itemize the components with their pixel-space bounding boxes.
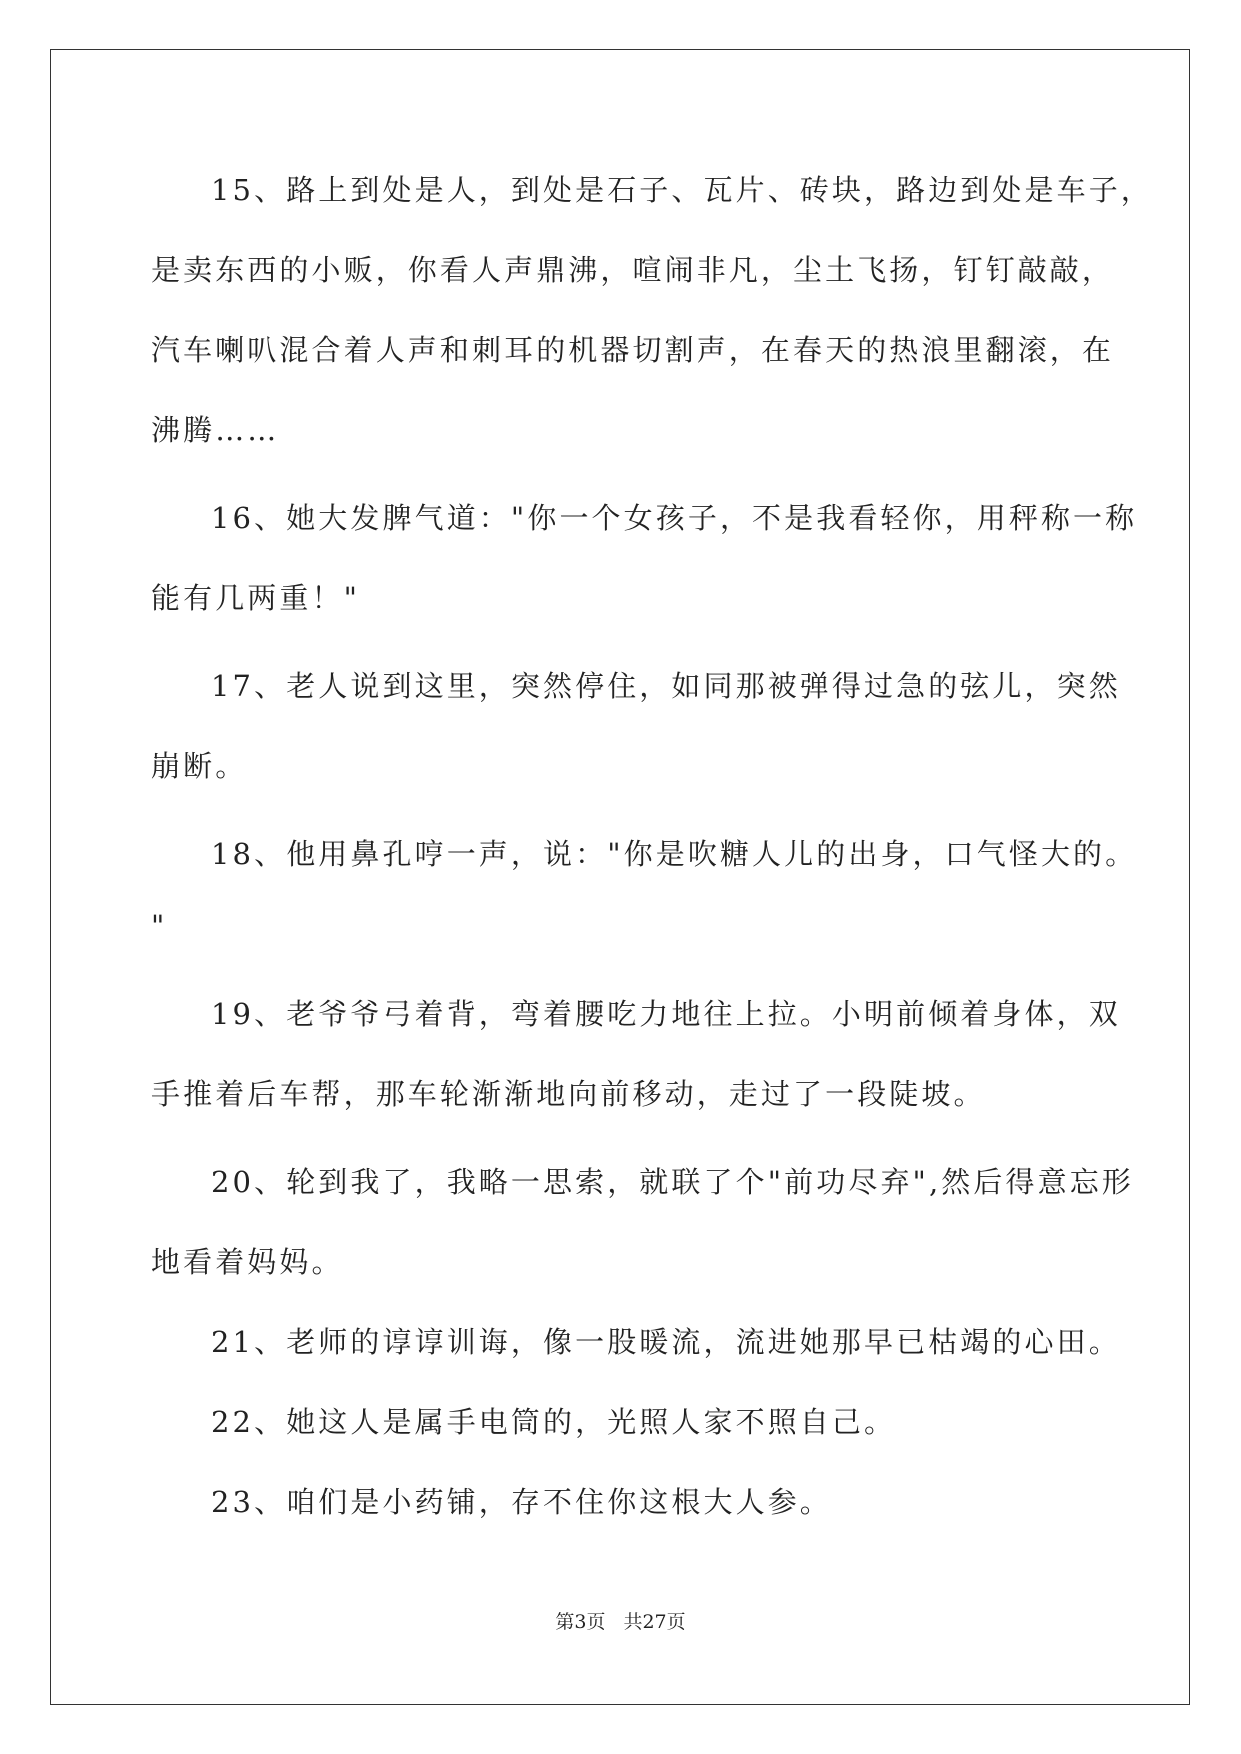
page-total: 共27页: [623, 1611, 686, 1633]
paragraph-15-line-2: 是卖东西的小贩，你看人声鼎沸，喧闹非凡，尘土飞扬，钉钉敲敲，: [151, 253, 1115, 287]
paragraph-23-line-1: 23、咱们是小药铺，存不住你这根大人参。: [211, 1485, 832, 1519]
paragraph-19-line-1: 19、老爷爷弓着背，弯着腰吃力地往上拉。小明前倾着身体，双: [211, 997, 1121, 1031]
page-number: 第3页: [555, 1611, 606, 1633]
paragraph-20-line-1: 20、轮到我了，我略一思索，就联了个"前功尽弃",然后得意忘形: [211, 1165, 1134, 1199]
paragraph-21-line-1: 21、老师的谆谆训诲，像一股暖流，流进她那早已枯竭的心田。: [211, 1325, 1121, 1359]
paragraph-17-line-2: 崩断。: [151, 749, 248, 783]
paragraph-19-line-2: 手推着后车帮，那车轮渐渐地向前移动，走过了一段陡坡。: [151, 1077, 986, 1111]
paragraph-15-line-3: 汽车喇叭混合着人声和刺耳的机器切割声，在春天的热浪里翻滚，在: [151, 333, 1115, 367]
page-border: [50, 49, 1190, 1705]
paragraph-18-line-2: ": [151, 909, 168, 943]
paragraph-20-line-2: 地看着妈妈。: [151, 1245, 344, 1279]
paragraph-18-line-1: 18、他用鼻孔哼一声，说："你是吹糖人儿的出身，口气怪大的。: [211, 837, 1138, 871]
paragraph-16-line-2: 能有几两重！": [151, 581, 361, 615]
paragraph-15-line-4: 沸腾……: [151, 413, 280, 447]
paragraph-16-line-1: 16、她大发脾气道："你一个女孩子，不是我看轻你，用秤称一称: [211, 501, 1138, 535]
paragraph-22-line-1: 22、她这人是属手电筒的，光照人家不照自己。: [211, 1405, 897, 1439]
page-footer: [0, 1610, 1241, 1634]
paragraph-17-line-1: 17、老人说到这里，突然停住，如同那被弹得过急的弦儿，突然: [211, 669, 1121, 703]
paragraph-15-line-1: 15、路上到处是人，到处是石子、瓦片、砖块，路边到处是车子，: [211, 173, 1153, 207]
